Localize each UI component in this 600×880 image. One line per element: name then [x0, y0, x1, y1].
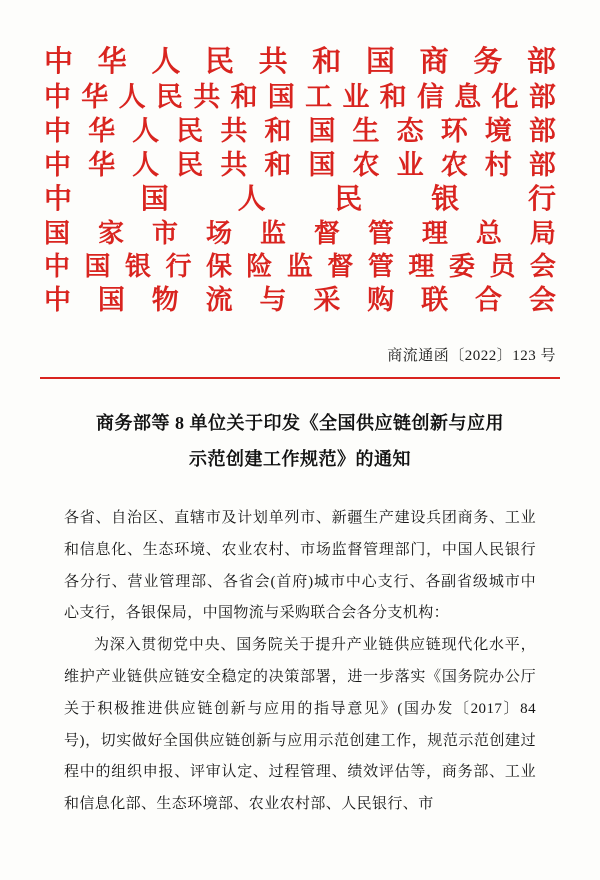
masthead-char: 华 — [97, 46, 127, 78]
masthead-char: 督 — [313, 219, 340, 248]
masthead-char: 农 — [440, 150, 468, 180]
masthead-char: 信 — [416, 82, 444, 112]
masthead-char: 国 — [365, 46, 395, 78]
masthead-char: 联 — [421, 285, 449, 315]
masthead-char: 华 — [88, 150, 116, 180]
masthead-char: 化 — [491, 82, 519, 112]
masthead-char: 民 — [176, 150, 204, 180]
masthead-char: 采 — [313, 285, 341, 315]
masthead-char: 物 — [151, 285, 179, 315]
masthead-char: 境 — [484, 116, 512, 146]
body-paragraph-1: 各省、自治区、直辖市及计划单列市、新疆生产建设兵团商务、工业和信息化、生态环境、农业农村、市场监督管理部门，中国人民银行各分行、营业管理部、各省会(首府)城市中心支行、各副省级城市中心支行，各银保局，中国物流与采购联合会各分支机构： — [64, 510, 536, 622]
masthead-char: 部 — [528, 116, 556, 146]
masthead-char: 合 — [475, 285, 502, 315]
masthead-char: 华 — [88, 116, 116, 146]
masthead-char: 国 — [308, 150, 336, 180]
masthead-char: 总 — [475, 219, 502, 248]
masthead-char: 部 — [528, 82, 556, 112]
masthead-char: 态 — [396, 116, 424, 146]
masthead-char: 民 — [204, 46, 234, 78]
masthead-char: 国 — [308, 116, 336, 146]
masthead-char: 理 — [408, 252, 435, 281]
masthead-char: 务 — [473, 46, 503, 78]
masthead-char: 行 — [527, 184, 556, 215]
masthead-char: 共 — [220, 150, 248, 180]
title-line-1: 商务部等 8 单位关于印发《全国供应链创新与应用 — [96, 413, 504, 433]
masthead-char: 工 — [305, 82, 333, 112]
masthead-char: 人 — [132, 150, 160, 180]
masthead-char: 行 — [165, 252, 192, 281]
masthead-char: 和 — [379, 82, 407, 112]
masthead-char: 保 — [205, 252, 232, 281]
masthead-char: 人 — [151, 46, 181, 78]
masthead-char: 监 — [259, 219, 286, 248]
masthead-char: 和 — [264, 116, 292, 146]
masthead-char: 会 — [528, 285, 556, 315]
masthead-char: 中 — [44, 150, 71, 180]
masthead-char: 市 — [151, 219, 178, 248]
masthead-char: 中 — [44, 285, 71, 315]
masthead-char: 中 — [44, 82, 71, 112]
masthead-char: 息 — [454, 82, 482, 112]
masthead-char: 流 — [205, 285, 233, 315]
masthead-char: 民 — [155, 82, 183, 112]
body-paragraph-2: 为深入贯彻党中央、国务院关于提升产业链供应链现代化水平，维护产业链供应链安全稳定的决策部署，进一步落实《国务院办公厅关于积极推进供应链创新与应用的指导意见》(国办发〔2017〕84 号)，切实做好全国供应链创新与应用示范创建工作，规范示范创建过程中的组织申报、评审认定、过程管理、绩效评估等，商务部、工业和信息化部、生态环境部、农业农村部、人民银行、市 — [64, 637, 536, 813]
masthead-char: 银 — [124, 252, 151, 281]
masthead-char: 局 — [529, 219, 556, 248]
masthead-char: 共 — [258, 46, 288, 78]
masthead-char: 场 — [205, 219, 232, 248]
masthead-line-5 — [44, 186, 556, 214]
masthead-line-1 — [44, 48, 556, 77]
masthead-line-2 — [44, 84, 556, 111]
red-divider-rule — [40, 377, 560, 379]
masthead-char: 会 — [529, 252, 556, 281]
title-line-2: 示范创建工作规范》的通知 — [189, 449, 411, 469]
masthead-char: 中 — [44, 116, 71, 146]
masthead-char: 共 — [193, 82, 221, 112]
masthead-char: 部 — [528, 150, 556, 180]
masthead-char: 监 — [286, 252, 313, 281]
document-number: 商流通函〔2022〕123 号 — [387, 348, 556, 364]
document-title — [64, 405, 536, 477]
masthead-line-3 — [44, 118, 556, 145]
masthead-char: 华 — [81, 82, 109, 112]
masthead-char: 中 — [44, 252, 71, 281]
document-body — [64, 503, 536, 821]
masthead-char: 中 — [44, 46, 74, 78]
masthead — [0, 0, 600, 314]
masthead-char: 村 — [484, 150, 512, 180]
masthead-char: 共 — [220, 116, 248, 146]
masthead-char: 人 — [132, 116, 160, 146]
masthead-char: 人 — [237, 184, 266, 215]
masthead-char: 和 — [230, 82, 258, 112]
masthead-char: 环 — [440, 116, 468, 146]
masthead-char: 商 — [419, 46, 449, 78]
masthead-char: 购 — [367, 285, 395, 315]
masthead-char: 督 — [327, 252, 354, 281]
masthead-char: 中 — [44, 184, 73, 215]
masthead-char: 与 — [259, 285, 287, 315]
masthead-char: 银 — [431, 184, 460, 215]
masthead-char: 部 — [526, 46, 556, 78]
masthead-char: 国 — [140, 184, 169, 215]
masthead-char: 理 — [421, 219, 448, 248]
masthead-char: 国 — [97, 285, 125, 315]
masthead-char: 民 — [334, 184, 363, 215]
masthead-line-6 — [44, 221, 556, 247]
masthead-char: 国 — [267, 82, 295, 112]
masthead-char: 委 — [448, 252, 475, 281]
masthead-char: 管 — [367, 252, 394, 281]
masthead-line-4 — [44, 152, 556, 179]
masthead-char: 生 — [352, 116, 380, 146]
masthead-char: 和 — [264, 150, 292, 180]
masthead-char: 和 — [312, 46, 342, 78]
masthead-char: 管 — [367, 219, 394, 248]
masthead-char: 业 — [342, 82, 370, 112]
masthead-char: 险 — [246, 252, 273, 281]
masthead-line-8 — [44, 287, 556, 314]
masthead-line-7 — [44, 254, 556, 280]
masthead-char: 民 — [176, 116, 204, 146]
masthead-char: 员 — [489, 252, 516, 281]
masthead-char: 业 — [396, 150, 424, 180]
masthead-char: 国 — [84, 252, 111, 281]
masthead-char: 农 — [352, 150, 380, 180]
masthead-char: 人 — [118, 82, 146, 112]
masthead-char: 家 — [97, 219, 124, 248]
masthead-char: 国 — [44, 219, 71, 248]
